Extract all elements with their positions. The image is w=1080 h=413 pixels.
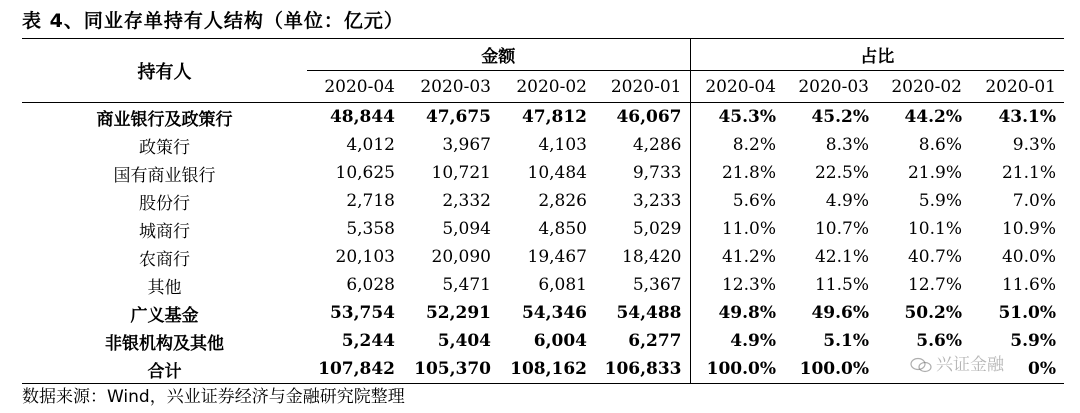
holder-name: 合计 xyxy=(22,355,307,384)
holder-name: 其他 xyxy=(147,277,182,298)
ratio-cell: 51.0% xyxy=(998,303,1056,323)
holder-name: 广义基金 xyxy=(130,305,199,326)
ratio-cell: 10.7% xyxy=(814,219,869,239)
ratio-cell: 7.0% xyxy=(1012,191,1056,211)
amount-cell: 106,833 xyxy=(595,355,690,384)
ratio-cell: 49.6% xyxy=(811,303,869,323)
table-row xyxy=(22,355,1064,384)
amount-cell: 54,488 xyxy=(616,303,682,323)
amount-cell: 5,471 xyxy=(442,275,491,295)
ratio-cell: 8.2% xyxy=(690,131,784,159)
amount-cell: 5,244 xyxy=(341,331,395,351)
holder-name: 非银机构及其他 xyxy=(105,333,224,354)
ratio-cell: 50.2% xyxy=(904,303,962,323)
ratio-cell: 100.0% xyxy=(784,355,877,384)
amount-cell: 108,162 xyxy=(499,355,595,384)
watermark-text: 兴证金融 xyxy=(936,355,1004,375)
period-header: 2020-01 xyxy=(970,71,1064,103)
amount-cell: 107,842 xyxy=(307,355,403,384)
ratio-cell: 44.2% xyxy=(904,107,962,127)
amount-cell: 2,826 xyxy=(538,191,587,211)
table-row xyxy=(22,271,1064,299)
ratio-cell: 8.3% xyxy=(825,135,869,155)
amount-cell: 18,420 xyxy=(622,247,682,267)
table-row xyxy=(22,187,1064,215)
period-header: 2020-01 xyxy=(595,71,690,103)
amount-cell: 5,358 xyxy=(346,219,395,239)
ratio-cell: 100.0% xyxy=(690,355,784,384)
source-note: 数据来源：Wind，兴业证券经济与金融研究院整理 xyxy=(22,387,405,407)
ratio-cell: 5.9% xyxy=(918,191,962,211)
amount-cell: 19,467 xyxy=(527,247,587,267)
amount-cell: 5,094 xyxy=(442,219,491,239)
table-row xyxy=(22,243,1064,271)
ratio-cell: 4.9% xyxy=(825,191,869,211)
ratio-cell: 5.6% xyxy=(690,187,784,215)
amount-cell: 3,967 xyxy=(442,135,491,155)
watermark xyxy=(910,350,1004,375)
ratio-cell: 9.3% xyxy=(1012,135,1056,155)
amount-cell: 10,625 xyxy=(335,163,395,183)
amount-cell: 52,291 xyxy=(425,303,491,323)
amount-cell: 10,721 xyxy=(431,163,491,183)
ratio-cell: 42.1% xyxy=(814,247,869,267)
holder-structure-table xyxy=(22,39,1064,384)
amount-cell: 5,404 xyxy=(437,331,491,351)
table-row xyxy=(22,103,1064,132)
amount-cell: 4,286 xyxy=(632,135,682,155)
amount-cell: 20,090 xyxy=(431,247,491,267)
amount-cell: 54,346 xyxy=(521,303,587,323)
ratio-cell: 10.9% xyxy=(1001,219,1056,239)
ratio-cell: 10.1% xyxy=(907,219,962,239)
amount-cell: 3,233 xyxy=(632,191,682,211)
table-row xyxy=(22,131,1064,159)
ratio-group-header: 占比 xyxy=(690,39,1064,71)
table-row xyxy=(22,159,1064,187)
amount-cell: 4,012 xyxy=(346,135,395,155)
amount-cell: 9,733 xyxy=(632,163,682,183)
amount-cell: 4,103 xyxy=(538,135,587,155)
ratio-cell: 5.9% xyxy=(1010,331,1056,351)
ratio-cell: 4.9% xyxy=(690,327,784,355)
ratio-cell: 11.0% xyxy=(690,215,784,243)
holder-name: 农商行 xyxy=(139,249,190,270)
period-header: 2020-04 xyxy=(307,71,403,103)
table-row xyxy=(22,215,1064,243)
amount-cell: 2,332 xyxy=(442,191,491,211)
ratio-cell: 21.9% xyxy=(907,163,962,183)
period-header: 2020-02 xyxy=(877,71,970,103)
ratio-cell: 43.1% xyxy=(998,107,1056,127)
holder-header: 持有人 xyxy=(22,39,307,103)
amount-group-header: 金额 xyxy=(307,39,690,71)
amount-cell: 46,067 xyxy=(616,107,682,127)
amount-cell: 5,367 xyxy=(632,275,682,295)
amount-cell: 105,370 xyxy=(403,355,499,384)
ratio-cell: 5.6% xyxy=(916,331,962,351)
amount-cell: 53,754 xyxy=(329,303,395,323)
table-row xyxy=(22,327,1064,355)
ratio-cell: 11.5% xyxy=(814,275,869,295)
amount-cell: 20,103 xyxy=(335,247,395,267)
holder-name: 国有商业银行 xyxy=(113,165,216,186)
amount-cell: 4,850 xyxy=(538,219,587,239)
period-header: 2020-04 xyxy=(690,71,784,103)
ratio-cell: 21.8% xyxy=(690,159,784,187)
period-header: 2020-02 xyxy=(499,71,595,103)
holder-name: 股份行 xyxy=(139,193,190,214)
period-header: 2020-03 xyxy=(784,71,877,103)
amount-cell: 2,718 xyxy=(346,191,395,211)
table-title: 表 4、同业存单持有人结构（单位：亿元） xyxy=(22,10,404,32)
ratio-cell: 21.1% xyxy=(1001,163,1056,183)
ratio-cell: 0% xyxy=(970,355,1064,384)
period-header: 2020-03 xyxy=(403,71,499,103)
amount-cell: 6,028 xyxy=(346,275,395,295)
ratio-cell: 5.1% xyxy=(823,331,869,351)
amount-cell: 48,844 xyxy=(329,107,395,127)
amount-cell: 6,081 xyxy=(538,275,587,295)
ratio-cell: 40.0% xyxy=(1001,247,1056,267)
amount-cell: 5,029 xyxy=(632,219,682,239)
ratio-cell: 45.3% xyxy=(690,103,784,132)
ratio-cell: 45.2% xyxy=(811,107,869,127)
ratio-cell: 49.8% xyxy=(690,299,784,327)
amount-cell: 6,004 xyxy=(533,331,587,351)
ratio-cell: 8.6% xyxy=(918,135,962,155)
wechat-logo-icon xyxy=(910,357,932,373)
ratio-cell: 12.7% xyxy=(907,275,962,295)
ratio-cell: 11.6% xyxy=(1001,275,1056,295)
ratio-cell: 40.7% xyxy=(907,247,962,267)
holder-name: 城商行 xyxy=(139,221,190,242)
amount-cell: 10,484 xyxy=(527,163,587,183)
amount-cell: 6,277 xyxy=(628,331,682,351)
amount-cell: 47,812 xyxy=(521,107,587,127)
holder-name: 商业银行及政策行 xyxy=(96,109,233,130)
amount-cell: 47,675 xyxy=(425,107,491,127)
ratio-cell: 12.3% xyxy=(690,271,784,299)
ratio-cell: 41.2% xyxy=(690,243,784,271)
table-row xyxy=(22,299,1064,327)
ratio-cell: 22.5% xyxy=(814,163,869,183)
holder-name: 政策行 xyxy=(139,137,190,158)
